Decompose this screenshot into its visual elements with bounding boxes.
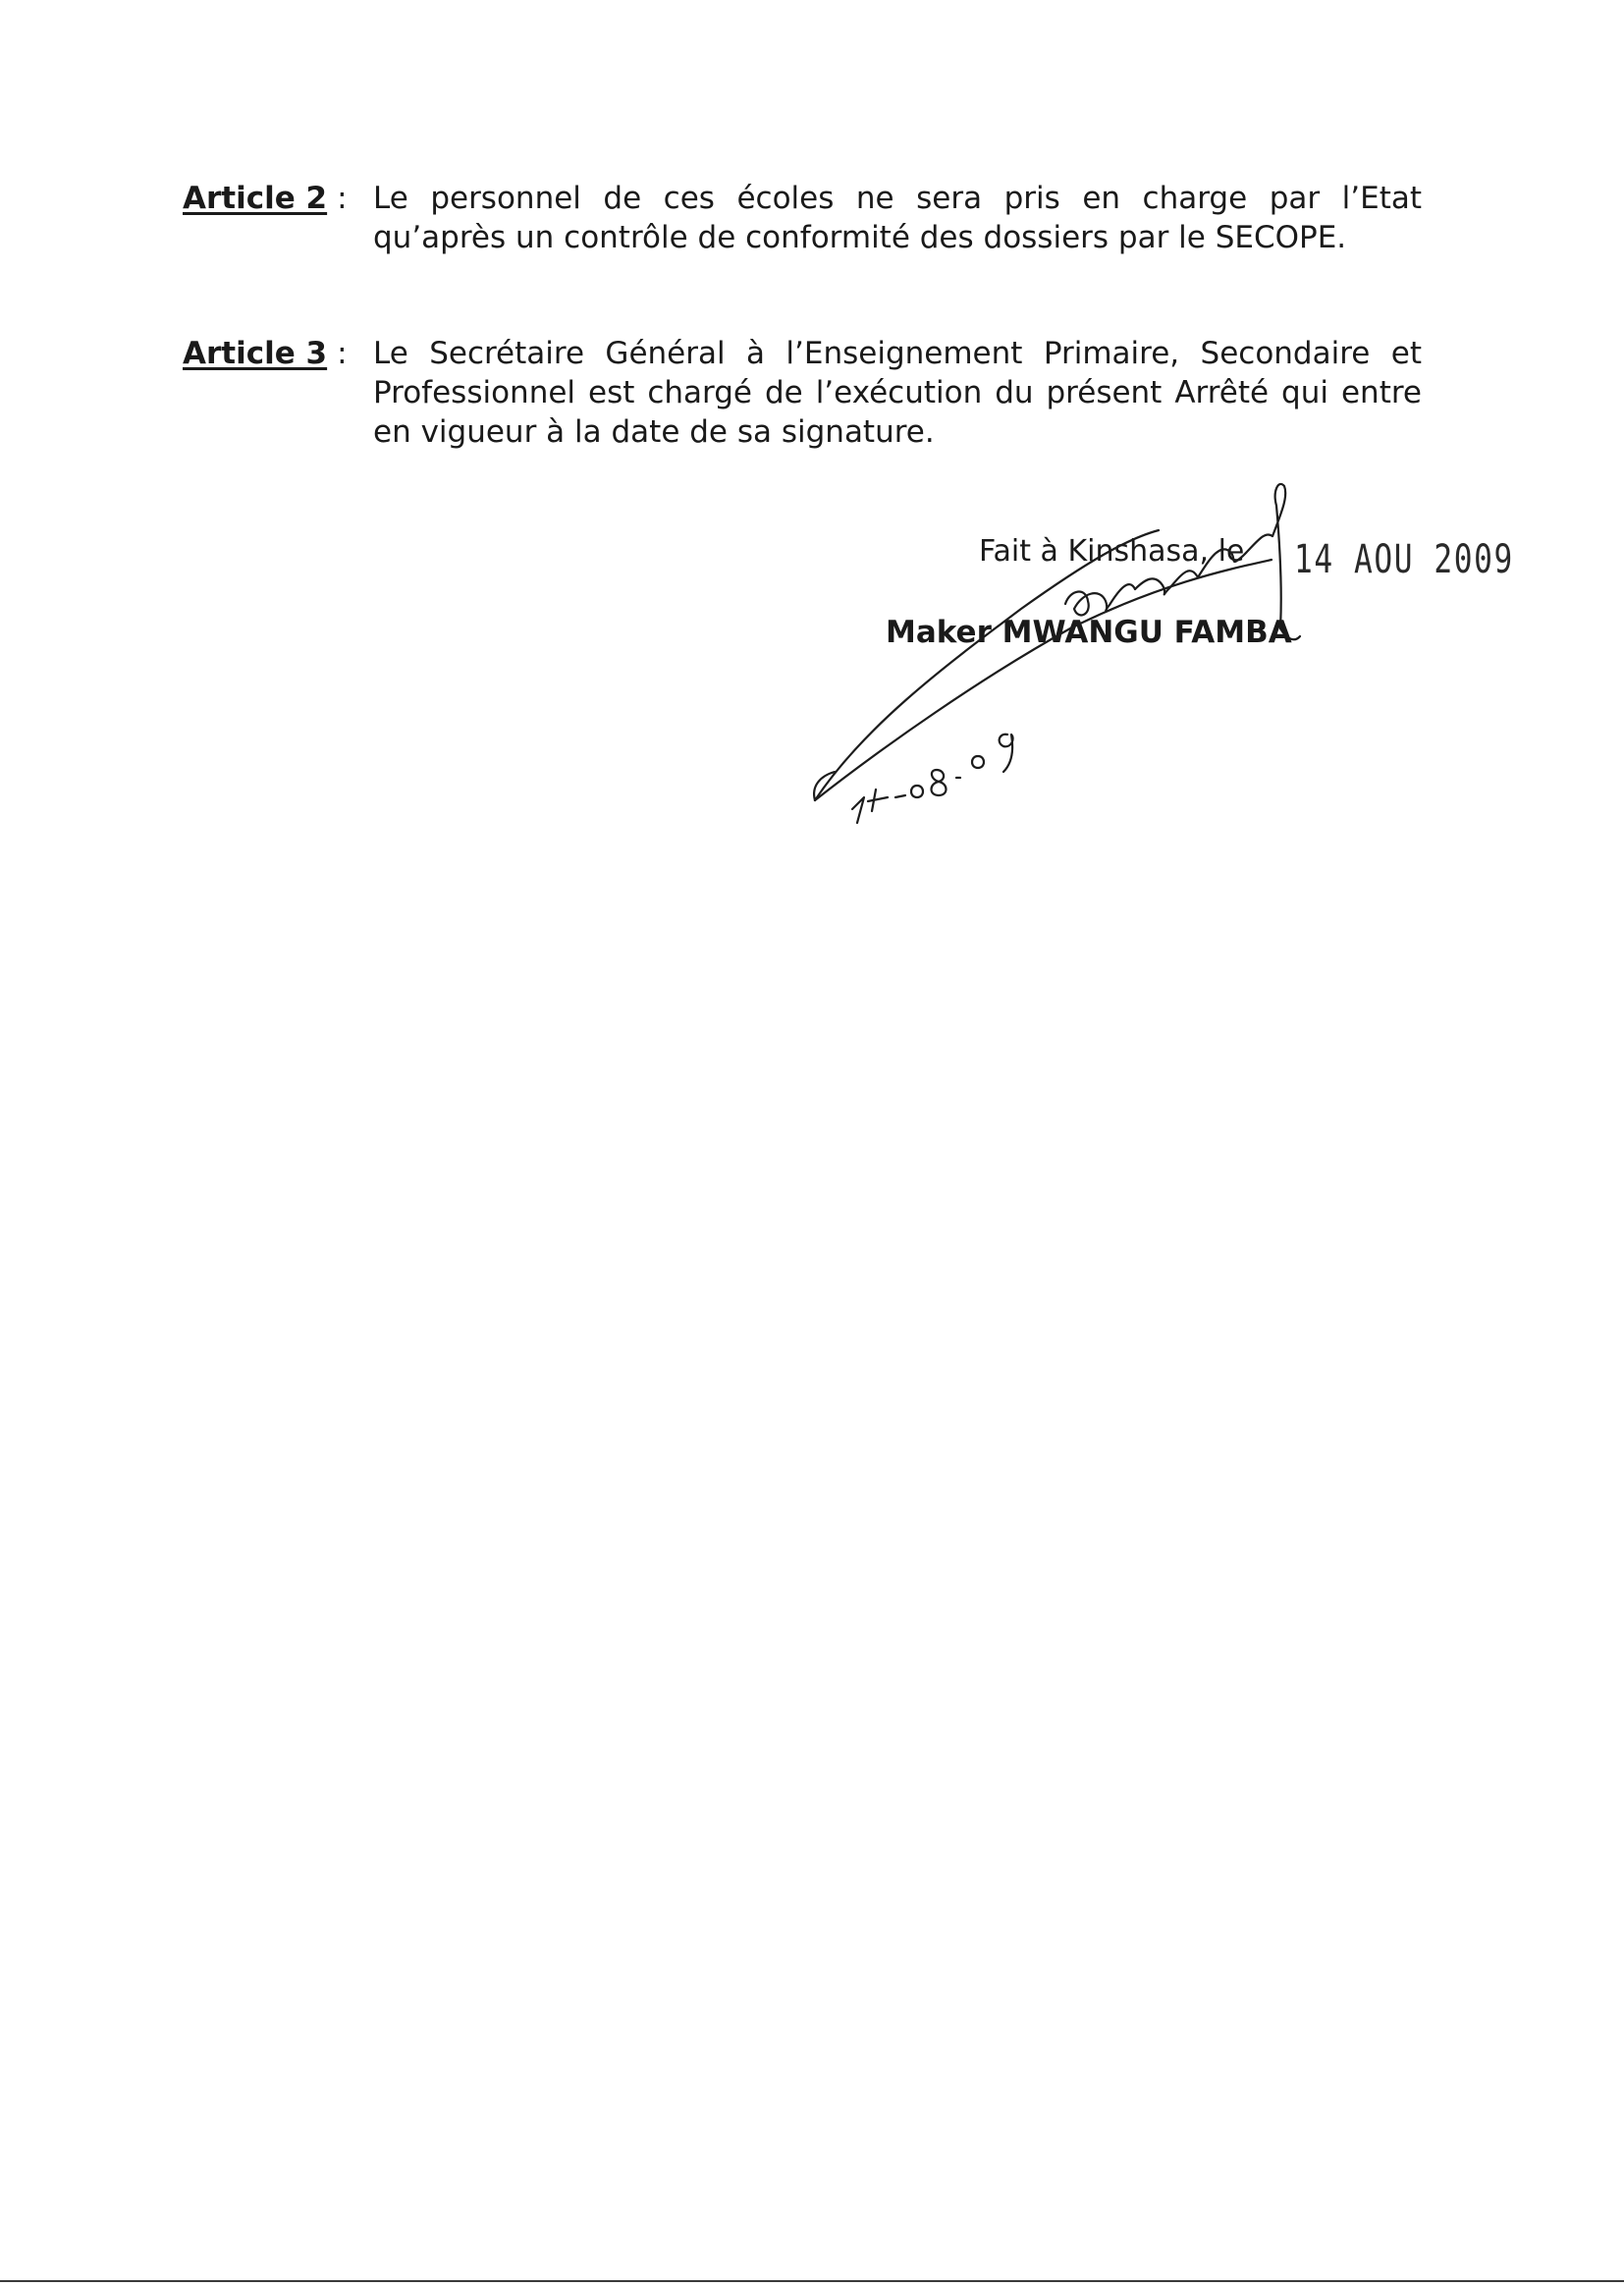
footer-rule [0,2280,1624,2282]
article-3-colon: : [337,336,348,371]
signatory-name [886,615,1292,650]
signatory-last-name: MWANGU FAMBA [1001,615,1292,650]
article-2-label [183,179,348,218]
article-3-title: Article 3 [183,336,328,371]
date-stamp: 14 AOU 2009 [1294,537,1514,582]
signatory-first-name: Maker [886,615,992,650]
article-2-text: Le personnel de ces écoles ne sera pris en charge par l’Etat qu’après un contrôle de conformité des dossiers par le SECOPE. [373,181,1422,255]
place-line: Fait à Kinshasa, le [979,534,1245,569]
article-3-label [183,334,348,373]
article-3-text: Le Secrétaire Général à l’Enseignement Primaire, Secondaire et Professionnel est chargé de l’exécution du présent Arrêté qui entre en vigueur à la date de sa signature. [373,336,1422,450]
article-2-colon: : [337,181,348,216]
article-2-title: Article 2 [183,181,328,216]
